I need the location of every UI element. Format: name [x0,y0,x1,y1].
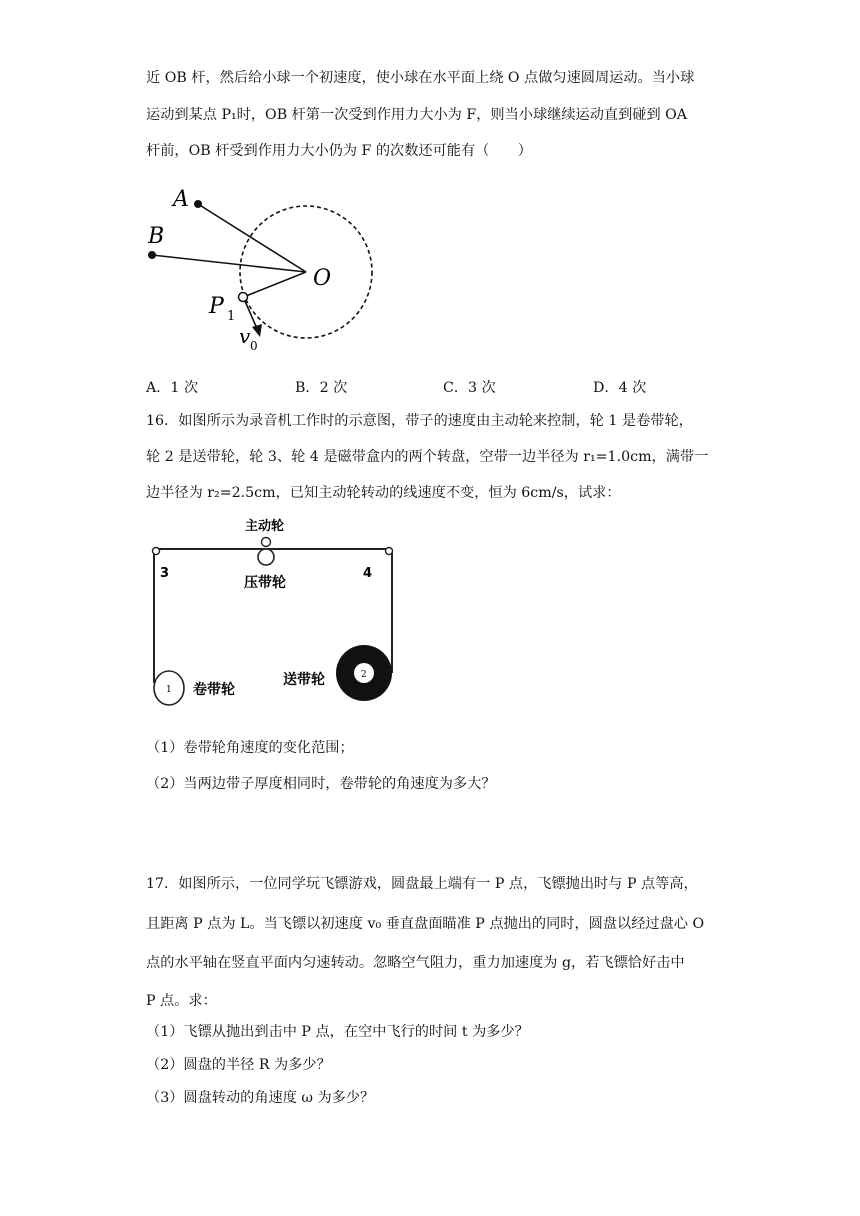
q16-sub-2: （2）当两边带子厚度相同时，卷带轮的角速度为多大？ [146,776,496,792]
q17-text-line-1: 17．如图所示，一位同学玩飞镖游戏，圆盘最上端有一 P 点，飞镖抛出时与 P 点等高， [146,876,698,892]
choice-c: C．3 次 [443,380,496,396]
label-b: B [148,224,165,249]
supply-reel-label: 送带轮 [283,672,325,688]
q15-text-line-3: 杆前，OB 杆受到作用力大小仍为 F 的次数还可能有（ ） [146,143,532,159]
q17-sub-1: （1）飞镖从抛出到击中 P 点，在空中飞行的时间 t 为多少？ [146,1024,529,1040]
q17-text-line-3: 点的水平轴在竖直平面内匀速转动。忽略空气阻力，重力加速度为 g，若飞镖恰好击中 [146,955,685,971]
q16-sub-1: （1）卷带轮角速度的变化范围； [146,740,354,756]
q15-text-line-2: 运动到某点 P₁时，OB 杆第一次受到作用力大小为 F，则当小球继续运动直到碰到 OA [146,107,688,123]
q17-text-line-4: P 点。求： [146,993,217,1009]
wheel-1-number: 1 [166,685,172,695]
q17-sub-3: （3）圆盘转动的角速度 ω 为多少？ [146,1090,375,1106]
wheel-2-number: 2 [361,670,367,680]
label-v: v [239,324,251,348]
label-p-subscript: 1 [227,309,236,324]
wheel-4 [386,548,393,555]
label-a: A [173,187,189,212]
pressure-wheel-label: 压带轮 [244,575,286,591]
label-v-subscript: 0 [250,339,258,353]
label-4: 4 [363,566,373,581]
driver-wheel-label: 主动轮 [245,519,285,534]
choice-b: B．2 次 [295,380,348,396]
q16-text-line-1: 16．如图所示为录音机工作时的示意图，带子的速度由主动轮来控制，轮 1 是卷带轮， [146,413,693,429]
label-p: P [209,294,224,319]
q16-text-line-3: 边半径为 r₂=2.5cm，已知主动轮转动的线速度不变，恒为 6cm/s，试求： [146,485,621,501]
q16-text-line-2: 轮 2 是送带轮，轮 3、轮 4 是磁带盒内的两个转盘，空带一边半径为 r₁=1.0cm，满带一 [146,449,709,465]
pressure-wheel [258,549,274,565]
label-3: 3 [160,566,170,581]
choice-a: A．1 次 [146,380,199,396]
driver-wheel [262,538,271,547]
q17-text-line-2: 且距离 P 点为 L。当飞镖以初速度 v₀ 垂直盘面瞄准 P 点抛出的同时，圆盘以经过盘心 O [146,916,705,932]
wheel-3 [153,548,160,555]
q17-sub-2: （2）圆盘的半径 R 为多少？ [146,1057,331,1073]
choice-d: D．4 次 [593,380,647,396]
label-o: O [313,266,332,291]
take-up-reel-label: 卷带轮 [193,682,235,698]
q15-text-line-1: 近 OB 杆，然后给小球一个初速度，使小球在水平面上绕 O 点做匀速圆周运动。当小球 [146,70,695,86]
